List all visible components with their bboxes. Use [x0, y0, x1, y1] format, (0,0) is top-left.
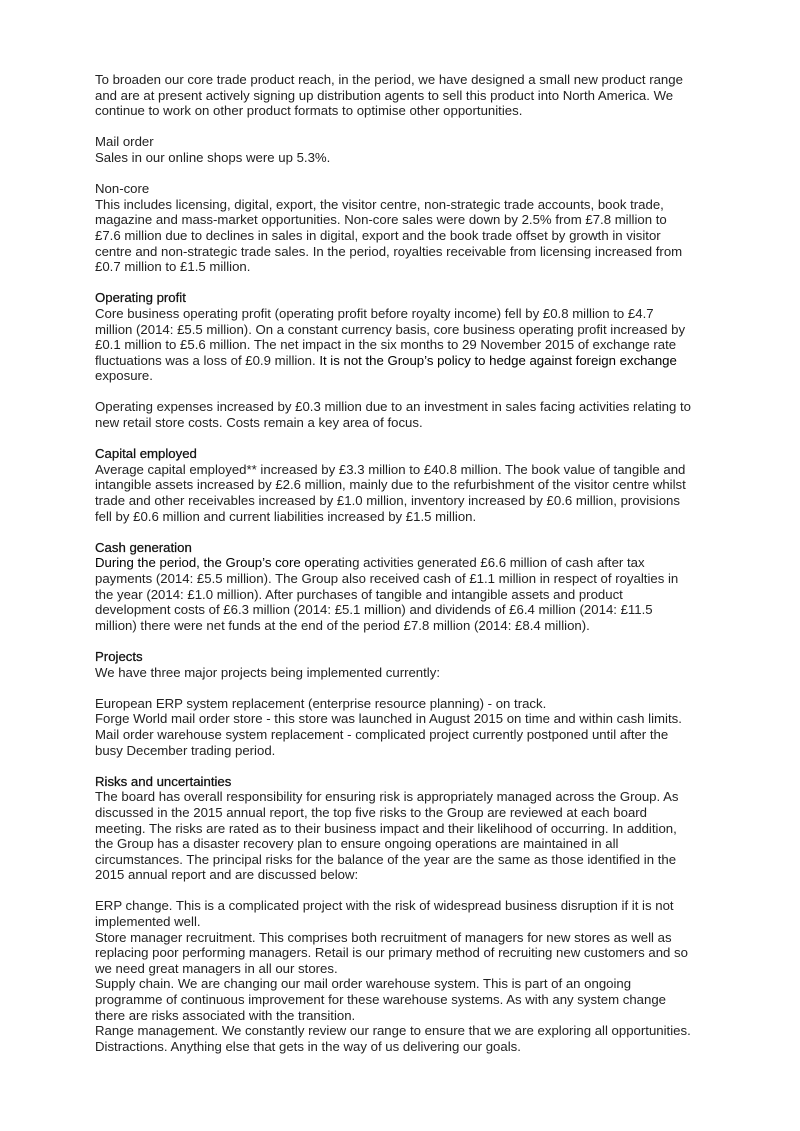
risk-item: Range management. We constantly review our range to ensure that we are exploring all opportunities.: [95, 1023, 691, 1039]
text-line: exposure.: [95, 368, 153, 384]
section-subtitle: Mail order: [95, 134, 154, 150]
risk-item: there are risks associated with the transition.: [95, 1007, 356, 1023]
section-heading: Capital employed: [95, 446, 197, 462]
text-line: payments (2014: £5.5 million). The Group also received cash of £1.1 million in respect of royalties in: [95, 571, 679, 586]
section-heading: Projects: [95, 648, 143, 664]
text-line: development costs of £6.3 million (2014: £5.1 million) and dividends of £6.4 million (2014: £11.5: [95, 602, 653, 618]
text-line: the year (2014: £1.0 million). After purchases of tangible and intangible assets and product: [95, 586, 623, 602]
text-span-emphasis: During the period, the Group’s core ope: [95, 555, 327, 571]
project-item: Mail order warehouse system replacement - complicated project currently postponed until after the: [95, 726, 669, 742]
text-line: the Group has a disaster recovery plan to ensure ongoing operations are maintained in all: [95, 836, 619, 852]
text-line: centre and non-strategic trade sales. In the period, royalties receivable from licensing increased from: [95, 243, 683, 259]
text-line: new retail store costs. Costs remain a key area of focus.: [95, 415, 423, 431]
text-line: £7.6 million due to declines in sales in digital, export and the book trade offset by growth in visitor: [95, 227, 661, 243]
intro-paragraph: [95, 72, 715, 119]
section-heading: Risks and uncertainties: [95, 773, 232, 789]
project-item: busy December trading period.: [95, 742, 276, 758]
risk-item: programme of continuous improvement for these warehouse systems. As with any system change: [95, 992, 666, 1008]
text-line: magazine and mass-market opportunities. Non-core sales were down by 2.5% from £7.8 million to: [95, 212, 667, 228]
risk-item: replacing poor performing managers. Retail is our primary method of recruiting new customers and so: [95, 945, 688, 961]
section-subtitle: Non-core: [95, 181, 150, 197]
risk-item: implemented well.: [95, 914, 201, 930]
text-line: discussed in the 2015 annual report, the top five risks to the Group are reviewed at each board: [95, 804, 648, 820]
text-line: Average capital employed** increased by £3.3 million to £40.8 million. The book value of tangible and: [95, 461, 686, 477]
text-line: meeting. The risks are rated as to their business impact and their likelihood of occurring. In addition,: [95, 820, 677, 836]
risk-item: Distractions. Anything else that gets in the way of us delivering our goals.: [95, 1038, 521, 1054]
text-span: fluctuations was a loss of £0.9 million.: [95, 352, 320, 368]
text-line: and are at present actively signing up distribution agents to sell this product into North America. We: [95, 87, 674, 103]
text-line: intangible assets increased by £2.6 million, mainly due to the refurbishment of the visitor centre whilst: [95, 477, 686, 493]
operating-profit-section: [95, 290, 715, 430]
text-line: trade and other receivables increased by £1.0 million, inventory increased by £0.6 million, provisions: [95, 493, 680, 509]
text-line: [95, 555, 715, 571]
text-line: We have three major projects being implemented currently:: [95, 664, 440, 680]
text-line: circumstances. The principal risks for the balance of the year are the same as those identified in the: [95, 851, 677, 867]
text-line: million) there were net funds at the end of the period £7.8 million (2014: £8.4 million).: [95, 617, 590, 633]
project-item: European ERP system replacement (enterprise resource planning) - on track.: [95, 695, 547, 711]
risks-section: [95, 774, 715, 1055]
capital-employed-section: [95, 446, 715, 524]
mail-order-section: [95, 134, 715, 165]
project-item: Forge World mail order store - this store was launched in August 2015 on time and within cash limits.: [95, 711, 682, 727]
text-line: Core business operating profit (operating profit before royalty income) fell by £0.8 million to £4.7: [95, 305, 654, 321]
text-line: million (2014: £5.5 million). On a constant currency basis, core business operating profit increased by: [95, 321, 686, 337]
text-line: To broaden our core trade product reach, in the period, we have designed a small new product range: [95, 72, 683, 87]
cash-generation-section: [95, 540, 715, 634]
text-line: £0.1 million to £5.6 million. The net impact in the six months to 29 November 2015 of exchange rate: [95, 337, 677, 353]
text-span-emphasis: It is not the Group’s policy to hedge against foreign exchange: [319, 352, 677, 368]
section-heading: Cash generation: [95, 539, 192, 555]
risk-item: we need great managers in all our stores.: [95, 960, 338, 976]
projects-section: [95, 649, 715, 758]
text-line: continue to work on other product formats to optimise other opportunities.: [95, 103, 523, 119]
risk-item: Supply chain. We are changing our mail order warehouse system. This is part of an ongoing: [95, 976, 632, 992]
text-line: £0.7 million to £1.5 million.: [95, 259, 251, 275]
text-span: rating activities generated £6.6 million of cash after tax: [326, 555, 645, 571]
text-line: Operating expenses increased by £0.3 million due to an investment in sales facing activities relating to: [95, 399, 691, 415]
risk-item: Store manager recruitment. This comprises both recruitment of managers for new stores as well as: [95, 929, 672, 945]
text-line: fell by £0.6 million and current liabilities increased by £1.5 million.: [95, 508, 477, 524]
text-line: 2015 annual report and are discussed below:: [95, 867, 359, 883]
section-heading: Operating profit: [95, 290, 186, 306]
non-core-section: [95, 181, 715, 275]
risk-item: ERP change. This is a complicated project with the risk of widespread business disruption if it is not: [95, 898, 674, 914]
document-page: [95, 72, 715, 1054]
text-line: [95, 353, 715, 369]
text-line: This includes licensing, digital, export, the visitor centre, non-strategic trade accounts, book trade,: [95, 196, 664, 212]
text-line: Sales in our online shops were up 5.3%.: [95, 149, 331, 165]
text-line: The board has overall responsibility for ensuring risk is appropriately managed across the Group. As: [95, 789, 679, 805]
